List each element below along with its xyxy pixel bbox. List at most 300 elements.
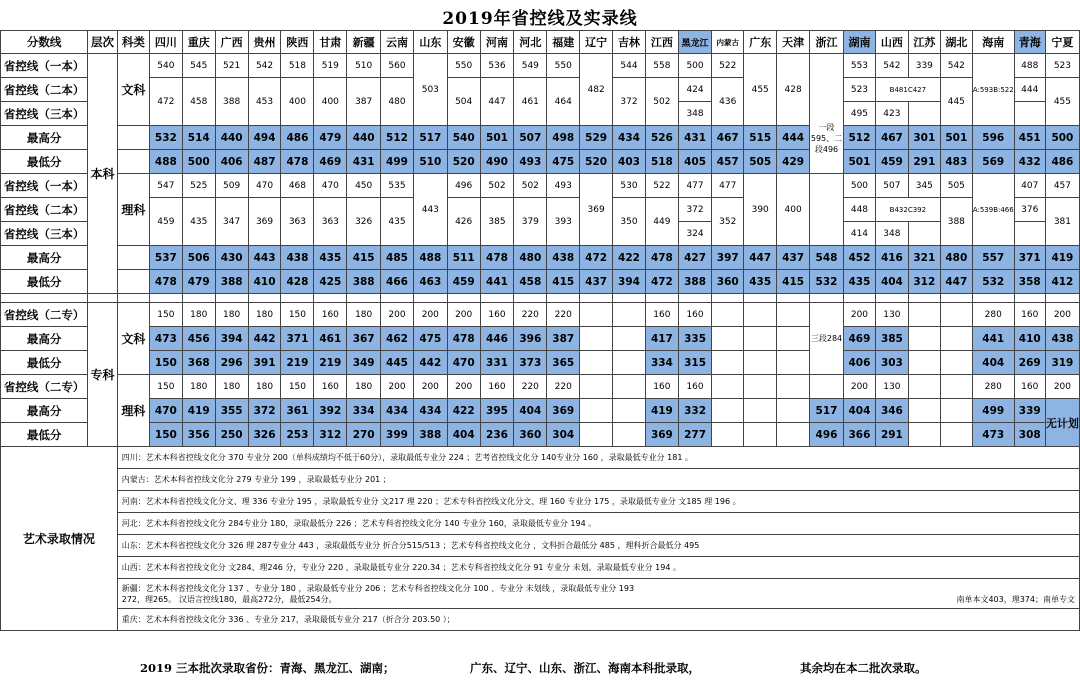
score-cell: 466 — [381, 270, 414, 294]
score-cell: 487 — [248, 150, 281, 174]
separator-cell — [480, 294, 514, 303]
separator-cell — [514, 294, 547, 303]
score-cell — [940, 303, 972, 327]
blank-cell — [117, 150, 149, 174]
score-cell: 404 — [843, 399, 875, 423]
score-cell: 160 — [645, 303, 678, 327]
hainan-note: A:539B:466 — [972, 174, 1014, 246]
score-cell: 496 — [810, 423, 844, 447]
score-cell: 440 — [347, 126, 381, 150]
score-cell: 150 — [149, 375, 182, 399]
score-cell: 498 — [547, 126, 580, 150]
score-cell — [613, 327, 646, 351]
score-cell: 412 — [1045, 270, 1079, 294]
score-cell: 535 — [381, 174, 414, 198]
separator-cell — [347, 294, 381, 303]
score-cell: 371 — [281, 327, 314, 351]
score-cell: 387 — [547, 327, 580, 351]
score-cell: 532 — [149, 126, 182, 150]
separator-cell — [248, 294, 281, 303]
blank-cell — [117, 246, 149, 270]
score-cell: 444 — [777, 126, 810, 150]
table-row — [1, 609, 1080, 631]
score-cell: 430 — [215, 246, 248, 270]
art-line: 四川：艺术本科省控线文化分 370 专业分 200（单科成绩均不低于60分），录取最低专业分 224 ；艺考省控线文化分 140专业分 160 ，录取最低专业分 181 。 — [117, 447, 1079, 469]
score-cell: 326 — [347, 198, 381, 246]
score-cell: 510 — [347, 54, 381, 78]
score-cell: 304 — [547, 423, 580, 447]
score-cell — [810, 174, 844, 246]
score-cell: 369 — [547, 399, 580, 423]
score-cell: 348 — [678, 102, 711, 126]
score-table — [0, 30, 1080, 631]
separator-cell — [182, 294, 215, 303]
score-cell: 525 — [182, 174, 215, 198]
score-cell: 180 — [215, 375, 248, 399]
score-cell — [580, 399, 613, 423]
blank-cell — [117, 126, 149, 150]
score-cell: 569 — [972, 150, 1014, 174]
score-cell: 490 — [480, 150, 514, 174]
table-row — [1, 31, 1080, 54]
score-cell: 393 — [547, 198, 580, 246]
score-cell: 160 — [1014, 303, 1045, 327]
score-cell: 438 — [1045, 327, 1079, 351]
separator-cell — [381, 294, 414, 303]
score-cell: 388 — [215, 78, 248, 126]
header-province: 吉林 — [613, 31, 646, 54]
zhejiang-note: 三段284 — [810, 303, 844, 375]
score-cell — [777, 351, 810, 375]
score-cell: 532 — [810, 270, 844, 294]
row-label: 省控线（二本） — [1, 198, 88, 222]
score-cell: 358 — [1014, 270, 1045, 294]
score-cell: 434 — [613, 126, 646, 150]
score-cell: 473 — [972, 423, 1014, 447]
score-cell: 220 — [547, 375, 580, 399]
score-cell: 200 — [413, 303, 447, 327]
score-cell: 494 — [248, 126, 281, 150]
score-cell: 379 — [514, 198, 547, 246]
score-cell: 473 — [149, 327, 182, 351]
score-cell: 464 — [547, 78, 580, 126]
score-cell: 459 — [149, 198, 182, 246]
score-cell: 396 — [514, 327, 547, 351]
score-cell: 432 — [1014, 150, 1045, 174]
score-cell: 480 — [514, 246, 547, 270]
score-cell: 480 — [381, 78, 414, 126]
score-cell: 467 — [712, 126, 744, 150]
separator-cell — [1, 294, 88, 303]
score-cell: 219 — [314, 351, 347, 375]
score-cell: 477 — [712, 174, 744, 198]
score-cell: B481C427 — [875, 78, 940, 102]
score-cell: 446 — [480, 327, 514, 351]
score-cell — [580, 303, 613, 327]
score-cell: 200 — [413, 375, 447, 399]
score-cell: 415 — [547, 270, 580, 294]
row-label: 省控线（二本） — [1, 78, 88, 102]
score-cell: 425 — [314, 270, 347, 294]
score-cell: 437 — [777, 246, 810, 270]
score-cell: 526 — [645, 126, 678, 150]
header-province: 陕西 — [281, 31, 314, 54]
score-cell: 438 — [547, 246, 580, 270]
score-cell: 180 — [347, 375, 381, 399]
score-cell: 369 — [645, 423, 678, 447]
score-cell: 435 — [314, 246, 347, 270]
art-line: 山西：艺术本科省控线文化分 文284、理246 分，专业分 220 ，录取最低专业分 220.34 ；艺术专科省控线文化分 91 专业分 未划，录取最低专业分 194 。 — [117, 557, 1079, 579]
score-cell: 334 — [347, 399, 381, 423]
score-cell: 520 — [447, 150, 480, 174]
score-cell: 488 — [413, 246, 447, 270]
score-cell: 447 — [940, 270, 972, 294]
score-cell: 280 — [972, 375, 1014, 399]
score-cell: 523 — [1045, 54, 1079, 78]
score-cell — [744, 351, 777, 375]
score-cell: 296 — [215, 351, 248, 375]
score-cell: 372 — [248, 399, 281, 423]
score-cell: 550 — [547, 54, 580, 78]
ningxia-note: 无计划 — [1045, 399, 1079, 447]
score-cell: 505 — [940, 174, 972, 198]
score-cell: 388 — [678, 270, 711, 294]
level-zhuanke: 专科 — [88, 303, 117, 447]
score-cell: 472 — [149, 78, 182, 126]
score-cell: 517 — [810, 399, 844, 423]
score-cell: 388 — [940, 198, 972, 246]
score-cell: 363 — [281, 198, 314, 246]
hainan-note: A:593B:522 — [972, 54, 1014, 126]
score-cell — [940, 351, 972, 375]
score-cell: 220 — [514, 375, 547, 399]
score-cell — [777, 423, 810, 447]
score-cell: 200 — [843, 303, 875, 327]
separator-cell — [645, 294, 678, 303]
header-province: 黑龙江 — [678, 31, 711, 54]
score-cell: 488 — [1014, 54, 1045, 78]
score-cell: 445 — [381, 351, 414, 375]
score-cell — [777, 399, 810, 423]
score-cell: 469 — [314, 150, 347, 174]
score-cell: 537 — [149, 246, 182, 270]
score-cell: 180 — [215, 303, 248, 327]
header-province: 海南 — [972, 31, 1014, 54]
separator-cell — [744, 294, 777, 303]
header-province: 天津 — [777, 31, 810, 54]
score-cell: 500 — [843, 174, 875, 198]
score-cell — [744, 375, 777, 399]
score-cell: 339 — [1014, 399, 1045, 423]
score-cell: 544 — [613, 54, 646, 78]
score-cell: 394 — [215, 327, 248, 351]
score-cell: 404 — [514, 399, 547, 423]
table-row — [1, 78, 1080, 102]
score-cell: 406 — [843, 351, 875, 375]
score-cell: 447 — [480, 78, 514, 126]
score-cell — [712, 351, 744, 375]
score-cell: 419 — [182, 399, 215, 423]
table-row — [1, 535, 1080, 557]
score-cell — [580, 351, 613, 375]
score-cell: 399 — [381, 423, 414, 447]
score-cell — [777, 375, 810, 399]
header-province: 湖北 — [940, 31, 972, 54]
score-cell: 470 — [447, 351, 480, 375]
score-cell: 455 — [744, 54, 777, 126]
score-cell: 160 — [678, 303, 711, 327]
score-cell — [744, 303, 777, 327]
score-cell: 404 — [875, 270, 908, 294]
score-cell: 518 — [645, 150, 678, 174]
score-cell: 369 — [248, 198, 281, 246]
score-cell: 442 — [413, 351, 447, 375]
row-label: 最高分 — [1, 246, 88, 270]
art-line: 重庆：艺术本科省控线文化分 336 、专业分 217，录取最低专业分 217（折合分 203.50 ）； — [117, 609, 1079, 631]
score-cell — [777, 327, 810, 351]
score-cell: 130 — [875, 375, 908, 399]
art-line-text: 新疆：艺术本科省控线文化分 137 、专业分 180 ，录取最低专业分 206 ；艺术专科省控线文化分 100 、专业分 未划线 ，录取最低专业分 193 — [121, 583, 635, 593]
score-cell: 291 — [875, 423, 908, 447]
score-cell: 457 — [1045, 174, 1079, 198]
art-line: 内蒙古：艺术本科省控线文化分 279 专业分 199 ，录取最低专业分 201 ； — [117, 469, 1079, 491]
score-cell: 511 — [447, 246, 480, 270]
score-cell: 470 — [149, 399, 182, 423]
score-cell: 350 — [613, 198, 646, 246]
score-cell: 428 — [777, 54, 810, 126]
score-cell: 456 — [182, 327, 215, 351]
separator-cell — [875, 294, 908, 303]
score-cell — [810, 375, 844, 399]
separator-cell — [908, 294, 940, 303]
score-cell: 518 — [281, 54, 314, 78]
score-cell: 530 — [613, 174, 646, 198]
header-score-line: 分数线 — [1, 31, 88, 54]
score-cell: 542 — [940, 54, 972, 78]
header-province: 广西 — [215, 31, 248, 54]
score-cell — [712, 399, 744, 423]
score-cell: 180 — [248, 375, 281, 399]
score-cell: 443 — [413, 174, 447, 246]
score-cell — [744, 399, 777, 423]
score-cell: 180 — [248, 303, 281, 327]
score-cell: 500 — [182, 150, 215, 174]
header-level: 层次 — [88, 31, 117, 54]
score-cell: 434 — [381, 399, 414, 423]
row-label: 省控线（一本） — [1, 174, 88, 198]
score-cell: 549 — [514, 54, 547, 78]
score-cell: 415 — [777, 270, 810, 294]
separator-cell — [712, 294, 744, 303]
score-cell: 371 — [1014, 246, 1045, 270]
art-line: 河北：艺术本科省控线文化分 284专业分 180，录取最低分 226 ；艺术专科省控线文化分 140 专业分 160，录取最低专业分 194 。 — [117, 513, 1079, 535]
score-cell: 462 — [381, 327, 414, 351]
score-cell: 512 — [381, 126, 414, 150]
score-cell: 488 — [149, 150, 182, 174]
score-cell: 478 — [281, 150, 314, 174]
score-cell: 400 — [281, 78, 314, 126]
score-cell: 426 — [447, 198, 480, 246]
score-cell: 391 — [248, 351, 281, 375]
score-cell — [580, 327, 613, 351]
score-cell: 459 — [875, 150, 908, 174]
score-cell: 280 — [972, 303, 1014, 327]
score-cell: 200 — [843, 375, 875, 399]
score-cell: 553 — [843, 54, 875, 78]
table-row — [1, 294, 1080, 303]
score-cell: 417 — [645, 327, 678, 351]
score-cell: 468 — [281, 174, 314, 198]
score-cell: 180 — [182, 375, 215, 399]
score-cell: 160 — [1014, 375, 1045, 399]
score-cell: 385 — [480, 198, 514, 246]
score-cell: 596 — [972, 126, 1014, 150]
score-cell: 410 — [1014, 327, 1045, 351]
score-cell: 495 — [843, 102, 875, 126]
header-province: 山东 — [413, 31, 447, 54]
score-cell: 419 — [1045, 246, 1079, 270]
score-cell: 515 — [744, 126, 777, 150]
header-province: 湖南 — [843, 31, 875, 54]
score-cell: 450 — [347, 174, 381, 198]
table-row — [1, 469, 1080, 491]
score-cell: 381 — [1045, 198, 1079, 246]
score-cell: 130 — [875, 303, 908, 327]
score-cell: 438 — [281, 246, 314, 270]
score-cell: 180 — [182, 303, 215, 327]
score-cell: 472 — [580, 246, 613, 270]
score-cell: 406 — [215, 150, 248, 174]
score-cell: 461 — [514, 78, 547, 126]
score-cell: 346 — [875, 399, 908, 423]
score-cell: 219 — [281, 351, 314, 375]
art-line-cont-left: 272，理265。 汉语言控线180，最高272分，最低254分。 — [121, 594, 337, 604]
score-cell: 388 — [413, 423, 447, 447]
score-cell: 469 — [843, 327, 875, 351]
score-cell: 415 — [347, 246, 381, 270]
score-cell: 540 — [149, 54, 182, 78]
art-line — [117, 579, 1079, 609]
score-cell: 160 — [314, 303, 347, 327]
score-cell: 499 — [381, 150, 414, 174]
score-cell: 514 — [182, 126, 215, 150]
art-line-cont — [122, 594, 1079, 605]
score-cell: 501 — [843, 150, 875, 174]
score-cell: 548 — [810, 246, 844, 270]
score-cell: 220 — [547, 303, 580, 327]
score-cell: 150 — [149, 351, 182, 375]
score-cell — [908, 351, 940, 375]
score-cell: 436 — [712, 78, 744, 126]
score-cell — [580, 423, 613, 447]
separator-cell — [447, 294, 480, 303]
score-cell — [744, 423, 777, 447]
score-cell: 347 — [215, 198, 248, 246]
score-cell: 512 — [843, 126, 875, 150]
row-label: 最高分 — [1, 399, 88, 423]
score-cell: 458 — [182, 78, 215, 126]
score-cell: 441 — [972, 327, 1014, 351]
score-cell: 500 — [1045, 126, 1079, 150]
score-cell: 435 — [381, 198, 414, 246]
footer-part1: 2019 三本批次录取省份：青海、黑龙江、湖南； — [140, 661, 395, 675]
header-province: 四川 — [149, 31, 182, 54]
score-cell: 502 — [480, 174, 514, 198]
score-cell: 542 — [248, 54, 281, 78]
table-row — [1, 246, 1080, 270]
score-cell: 368 — [182, 351, 215, 375]
score-cell: 547 — [149, 174, 182, 198]
separator-cell — [117, 294, 149, 303]
row-label: 省控线（一本） — [1, 54, 88, 78]
category-label: 理科 — [117, 174, 149, 246]
score-cell: 150 — [281, 375, 314, 399]
score-cell: 387 — [347, 78, 381, 126]
score-cell: 428 — [281, 270, 314, 294]
score-cell: 308 — [1014, 423, 1045, 447]
score-cell: 361 — [281, 399, 314, 423]
score-cell: 448 — [843, 198, 875, 222]
score-cell — [908, 327, 940, 351]
score-cell: 463 — [413, 270, 447, 294]
score-cell — [908, 399, 940, 423]
score-cell: 367 — [347, 327, 381, 351]
header-province: 贵州 — [248, 31, 281, 54]
score-cell: 423 — [875, 102, 908, 126]
score-cell: 521 — [215, 54, 248, 78]
separator-cell — [843, 294, 875, 303]
score-cell: 388 — [215, 270, 248, 294]
score-cell: 486 — [281, 126, 314, 150]
score-cell: 200 — [381, 303, 414, 327]
table-row — [1, 513, 1080, 535]
score-cell: 160 — [645, 375, 678, 399]
header-province: 新疆 — [347, 31, 381, 54]
score-cell: 250 — [215, 423, 248, 447]
table-row — [1, 303, 1080, 327]
score-cell: 499 — [972, 399, 1014, 423]
score-cell: 400 — [314, 78, 347, 126]
score-cell: 407 — [1014, 174, 1045, 198]
score-cell — [712, 303, 744, 327]
art-line: 河南：艺术本科省控线文化分文、理 336 专业分 195 ，录取最低专业分 文217 理 220 ；艺术专科省控线文化分文、理 160 专业分 175 ，录取最低专业分 文185 理 196 。 — [117, 491, 1079, 513]
score-cell: 479 — [182, 270, 215, 294]
score-cell: 478 — [645, 246, 678, 270]
separator-cell — [580, 294, 613, 303]
row-label: 省控线（三本） — [1, 222, 88, 246]
score-cell: 478 — [480, 246, 514, 270]
score-cell: 431 — [678, 126, 711, 150]
table-row — [1, 198, 1080, 222]
separator-cell — [281, 294, 314, 303]
score-cell: 349 — [347, 351, 381, 375]
score-cell — [940, 375, 972, 399]
score-cell: 522 — [712, 54, 744, 78]
score-cell: 150 — [281, 303, 314, 327]
score-cell: 457 — [712, 150, 744, 174]
separator-cell — [678, 294, 711, 303]
score-cell: 319 — [1045, 351, 1079, 375]
row-label: 最低分 — [1, 351, 88, 375]
score-cell: 301 — [908, 126, 940, 150]
score-cell: 517 — [413, 126, 447, 150]
score-cell: 501 — [480, 126, 514, 150]
footer-note — [0, 657, 1080, 677]
table-row — [1, 447, 1080, 469]
score-cell: 200 — [381, 375, 414, 399]
score-cell: 339 — [908, 54, 940, 78]
score-cell: 385 — [875, 327, 908, 351]
